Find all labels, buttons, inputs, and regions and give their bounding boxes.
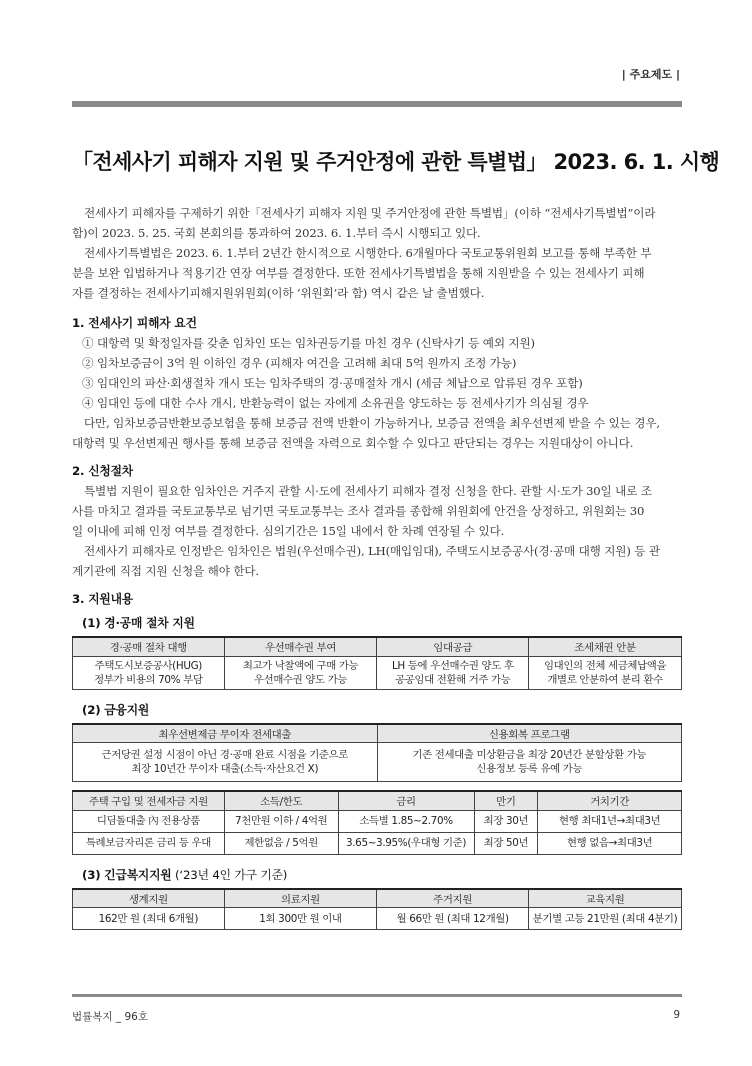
text-line: 다만, 임차보증금반환보증보험을 통해 보증금 전액 반환이 가능하거나, 보증금 전액을 최우선변제 받을 수 있는 경우,: [84, 416, 660, 430]
table-cell: [377, 656, 529, 689]
table-header: 경·공매 절차 대행: [73, 637, 225, 656]
table-header: 임대공급: [377, 637, 529, 656]
intro-paragraph-1: [72, 203, 682, 243]
table-cell: 디딤돌대출 內 전용상품: [73, 810, 225, 832]
requirement-note: [72, 413, 682, 453]
cell-line: 최장 10년간 무이자 대출(소득·자산요건 X): [131, 763, 319, 775]
table-cell: 제한없음 / 5억원: [224, 832, 338, 854]
text-line: 전세사기특별법은 2023. 6. 1.부터 2년간 한시적으로 시행한다. 6개월마다 국토교통위원회 보고를 통해 부족한 부: [84, 246, 652, 260]
footer-publication: 법률복지 _ 96호: [72, 1011, 149, 1023]
table-cell: [73, 656, 225, 689]
subsection-heading-finance: (2) 금융지원: [82, 702, 150, 717]
text-line: 자를 결정하는 전세사기피해지원위원회(이하 ‘위원회’라 함) 역시 같은 날 출범했다.: [72, 286, 485, 300]
text-line: 함)이 2023. 5. 25. 국회 본회의를 통과하여 2023. 6. 1.부터 즉시 시행되고 있다.: [72, 226, 481, 240]
text-line: 일 이내에 피해 인정 여부를 결정한다. 심의기간은 15일 내에서 한 차례 연장될 수 있다.: [72, 524, 505, 538]
table-cell: 분기별 고등 21만원 (최대 4분기): [529, 908, 682, 930]
section-heading-1: 1. 전세사기 피해자 요건: [72, 316, 197, 330]
cell-line: 개별로 안분하여 분리 환수: [547, 673, 663, 686]
table-cell: 특례보금자리론 금리 등 우대: [73, 832, 225, 854]
table-cell: 1회 300만 원 이내: [224, 908, 377, 930]
table-cell: 7천만원 이하 / 4억원: [224, 810, 338, 832]
document-body: [72, 203, 682, 930]
table-cell: 현행 없음→최대3년: [538, 832, 682, 854]
finance-support-table: [72, 723, 682, 783]
table-header: 금리: [338, 791, 474, 810]
table-cell: [377, 743, 681, 782]
table-cell: 3.65~3.95%(우대형 기준): [338, 832, 474, 854]
text-line: 대항력 및 우선변제권 행사를 통해 보증금 전액을 자력으로 회수할 수 있다고 판단되는 경우는 지원대상이 아니다.: [72, 436, 634, 450]
page-title: 「전세사기 피해자 지원 및 주거안정에 관한 특별법」 2023. 6. 1. 시행: [72, 150, 720, 174]
subsection-heading-welfare: [72, 865, 682, 885]
procedure-paragraph-1: [72, 481, 682, 541]
text-line: 분을 보완 입법하거나 적용기간 연장 여부를 결정한다. 또한 전세사기특별법을 통해 지원받을 수 있는 전세사기 피해: [72, 266, 645, 280]
table-cell: 소득별 1.85~2.70%: [338, 810, 474, 832]
subsection-note: (‘23년 4인 가구 기준): [171, 867, 288, 882]
cell-line: 우선매수권 양도 가능: [253, 673, 348, 686]
cell-line: 최고가 낙찰액에 구매 가능: [242, 659, 359, 672]
cell-line: 공공임대 전환해 거주 가능: [395, 673, 511, 686]
text-line: 특별법 지원이 필요한 임차인은 거주지 관할 시·도에 전세사기 피해자 결정 신청을 한다. 관할 시·도가 30일 내로 조: [84, 484, 652, 498]
table-header: 우선매수권 부여: [224, 637, 377, 656]
requirement-item: ① 대항력 및 확정일자를 갖춘 임차인 또는 임차권등기를 마친 경우 (신탁사기 등 예외 지원): [82, 336, 535, 350]
section-label: | 주요제도 |: [621, 68, 680, 81]
page-number: 9: [673, 1009, 680, 1021]
requirement-item: ③ 임대인의 파산·회생절차 개시 또는 임차주택의 경·공매절차 개시 (세금 체납으로 압류된 경우 포함): [82, 376, 583, 390]
requirement-item: ④ 임대인 등에 대한 수사 개시, 반환능력이 없는 자에게 소유권을 양도하는 등 전세사기가 의심될 경우: [82, 396, 589, 410]
section-heading-3: 3. 지원내용: [72, 592, 133, 606]
table-header: 소득/한도: [224, 791, 338, 810]
table-cell: 월 66만 원 (최대 12개월): [377, 908, 529, 930]
top-rule: [72, 101, 682, 107]
table-cell: [73, 743, 378, 782]
table-header: 의료지원: [224, 889, 377, 908]
text-line: 전세사기 피해자로 인정받은 임차인은 법원(우선매수권), LH(매입임대), 주택도시보증공사(경·공매 대행 지원) 등 관: [84, 544, 660, 558]
table-header: 주택 구입 및 전세자금 지원: [73, 791, 225, 810]
subsection-heading-auction: (1) 경·공매 절차 지원: [82, 616, 195, 630]
table-header: 만기: [474, 791, 538, 810]
table-header: 주거지원: [377, 889, 529, 908]
auction-support-table: [72, 636, 682, 690]
bottom-rule: [72, 994, 682, 997]
welfare-table: [72, 888, 682, 931]
table-header: 조세채권 안분: [529, 637, 682, 656]
table-cell: 현행 최대1년→최대3년: [538, 810, 682, 832]
cell-line: 신용정보 등록 유예 가능: [476, 763, 583, 775]
text-line: 사를 마치고 결과를 국토교통부로 넘기면 국토교통부는 조사 결과를 종합해 위원회에 안건을 상정하고, 위원회는 30: [72, 504, 645, 518]
table-cell: [529, 656, 682, 689]
cell-line: 근저당권 설정 시점이 아닌 경·공매 완료 시점을 기준으로: [101, 749, 348, 761]
loan-table: [72, 790, 682, 855]
table-cell: [224, 656, 377, 689]
table-cell: 최장 30년: [474, 810, 538, 832]
text-line: 전세사기 피해자를 구제하기 위한「전세사기 피해자 지원 및 주거안정에 관한 특별법」(이하 “전세사기특별법”이라: [84, 206, 656, 220]
cell-line: 주택도시보증공사(HUG): [94, 659, 202, 672]
table-cell: 162만 원 (최대 6개월): [73, 908, 225, 930]
procedure-paragraph-2: [72, 541, 682, 581]
table-header: 최우선변제금 무이자 전세대출: [73, 724, 378, 743]
table-cell: 최장 50년: [474, 832, 538, 854]
text-line: 계기관에 직접 지원 신청을 해야 한다.: [72, 564, 259, 578]
cell-line: 기존 전세대출 미상환금을 최장 20년간 분할상환 가능: [412, 749, 647, 761]
table-header: 교육지원: [529, 889, 682, 908]
cell-line: 정부가 비용의 70% 부담: [94, 673, 203, 686]
intro-paragraph-2: [72, 243, 682, 303]
requirement-item: ② 임차보증금이 3억 원 이하인 경우 (피해자 여건을 고려해 최대 5억 원까지 조정 가능): [82, 356, 517, 370]
table-header: 거치기간: [538, 791, 682, 810]
cell-line: LH 등에 우선매수권 양도 후: [391, 659, 514, 672]
table-header: 신용회복 프로그램: [377, 724, 681, 743]
subsection-title: (3) 긴급복지지원: [82, 867, 172, 882]
cell-line: 임대인의 전체 세금체납액을: [544, 659, 667, 672]
section-heading-2: 2. 신청절차: [72, 464, 133, 478]
table-header: 생계지원: [73, 889, 225, 908]
